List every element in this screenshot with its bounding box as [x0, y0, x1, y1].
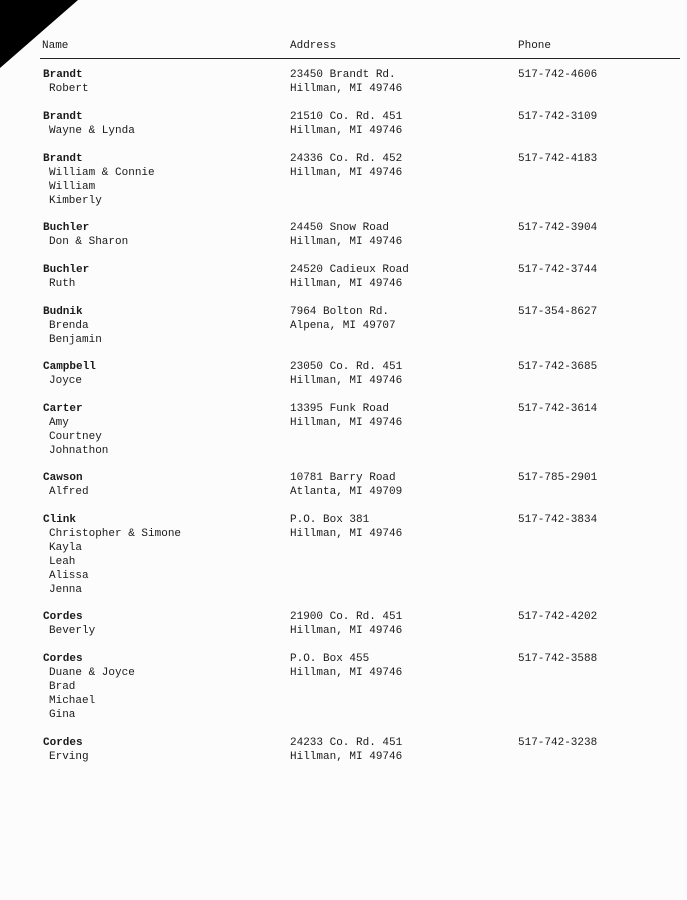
member: Joyce [49, 375, 83, 387]
record-phone: 517-742-3588 [518, 653, 598, 665]
member: Jenna [49, 584, 83, 596]
record-phone: 517-785-2901 [518, 472, 598, 484]
address-line: 23050 Co. Rd. 451 [290, 361, 403, 373]
record-phone: 517-742-3904 [518, 222, 598, 234]
member: Erving [49, 751, 89, 763]
address-line: Alpena, MI 49707 [290, 320, 396, 332]
member: Beverly [49, 625, 96, 637]
record-members [49, 750, 89, 764]
record-members [49, 485, 89, 499]
record-members [49, 82, 89, 96]
record-members [49, 416, 108, 458]
record-address [290, 652, 402, 680]
record-members [49, 235, 128, 249]
member: Gina [49, 709, 76, 721]
record-surname: Carter [43, 403, 83, 415]
member: Kayla [49, 542, 83, 554]
address-line: 24450 Snow Road [290, 222, 390, 234]
record-surname: Budnik [43, 306, 83, 318]
member: Courtney [49, 431, 102, 443]
address-line: P.O. Box 455 [290, 653, 370, 665]
record-phone: 517-742-3614 [518, 403, 598, 415]
address-line: Hillman, MI 49746 [290, 125, 403, 137]
record-surname: Brandt [43, 69, 83, 81]
address-line: P.O. Box 381 [290, 514, 370, 526]
record-members [49, 277, 75, 291]
record-address [290, 305, 396, 333]
address-line: 24233 Co. Rd. 451 [290, 737, 403, 749]
record-address [290, 610, 402, 638]
address-line: Hillman, MI 49746 [290, 528, 403, 540]
member: Johnathon [49, 445, 109, 457]
record-members [49, 166, 155, 208]
record-address [290, 152, 402, 180]
record-surname: Buchler [43, 264, 90, 276]
member: Benjamin [49, 334, 102, 346]
address-line: Hillman, MI 49746 [290, 375, 403, 387]
address-line: Hillman, MI 49746 [290, 167, 403, 179]
record-surname: Campbell [43, 361, 96, 373]
address-line: Hillman, MI 49746 [290, 625, 403, 637]
record-phone: 517-742-3834 [518, 514, 598, 526]
header-phone: Phone [518, 40, 552, 52]
header-name: Name [42, 40, 69, 52]
address-line: 21900 Co. Rd. 451 [290, 611, 403, 623]
record-surname: Buchler [43, 222, 90, 234]
member: Michael [49, 695, 96, 707]
member: William & Connie [49, 167, 155, 179]
address-line: 23450 Brandt Rd. [290, 69, 396, 81]
member: Alfred [49, 486, 89, 498]
record-address [290, 736, 402, 764]
record-address [290, 68, 402, 96]
record-members [49, 527, 181, 597]
record-phone: 517-742-4606 [518, 69, 598, 81]
record-phone: 517-742-4202 [518, 611, 598, 623]
member: Ruth [49, 278, 76, 290]
member: Brad [49, 681, 76, 693]
record-surname: Clink [43, 514, 77, 526]
member: Robert [49, 83, 89, 95]
record-surname: Cordes [43, 737, 83, 749]
address-line: Hillman, MI 49746 [290, 236, 403, 248]
address-line: Hillman, MI 49746 [290, 83, 403, 95]
record-address [290, 402, 402, 430]
address-line: Hillman, MI 49746 [290, 417, 403, 429]
record-address [290, 221, 402, 249]
address-line: Atlanta, MI 49709 [290, 486, 403, 498]
record-members [49, 374, 82, 388]
record-phone: 517-742-3109 [518, 111, 598, 123]
header-address: Address [290, 40, 337, 52]
record-surname: Cordes [43, 653, 83, 665]
member: Alissa [49, 570, 89, 582]
record-surname: Brandt [43, 111, 83, 123]
address-line: 24520 Cadieux Road [290, 264, 409, 276]
member: Duane & Joyce [49, 667, 135, 679]
member: Christopher & Simone [49, 528, 182, 540]
record-phone: 517-354-8627 [518, 306, 598, 318]
member: Amy [49, 417, 69, 429]
address-line: 21510 Co. Rd. 451 [290, 111, 403, 123]
address-line: Hillman, MI 49746 [290, 278, 403, 290]
record-address [290, 110, 402, 138]
record-address [290, 263, 409, 291]
member: Kimberly [49, 195, 102, 207]
address-line: 10781 Barry Road [290, 472, 396, 484]
member: Brenda [49, 320, 89, 332]
address-line: 24336 Co. Rd. 452 [290, 153, 403, 165]
record-members [49, 319, 102, 347]
column-header [40, 40, 680, 59]
record-address [290, 360, 402, 388]
record-members [49, 124, 135, 138]
address-line: Hillman, MI 49746 [290, 667, 403, 679]
record-members [49, 666, 135, 722]
record-address [290, 471, 402, 499]
member: Wayne & Lynda [49, 125, 135, 137]
record-address [290, 513, 402, 541]
record-surname: Cordes [43, 611, 83, 623]
record-surname: Brandt [43, 153, 83, 165]
member: William [49, 181, 96, 193]
record-members [49, 624, 95, 638]
record-surname: Cawson [43, 472, 83, 484]
record-phone: 517-742-3744 [518, 264, 598, 276]
record-phone: 517-742-4183 [518, 153, 598, 165]
address-line: Hillman, MI 49746 [290, 751, 403, 763]
record-phone: 517-742-3685 [518, 361, 598, 373]
record-phone: 517-742-3238 [518, 737, 598, 749]
address-line: 7964 Bolton Rd. [290, 306, 390, 318]
address-line: 13395 Funk Road [290, 403, 390, 415]
member: Don & Sharon [49, 236, 129, 248]
member: Leah [49, 556, 76, 568]
